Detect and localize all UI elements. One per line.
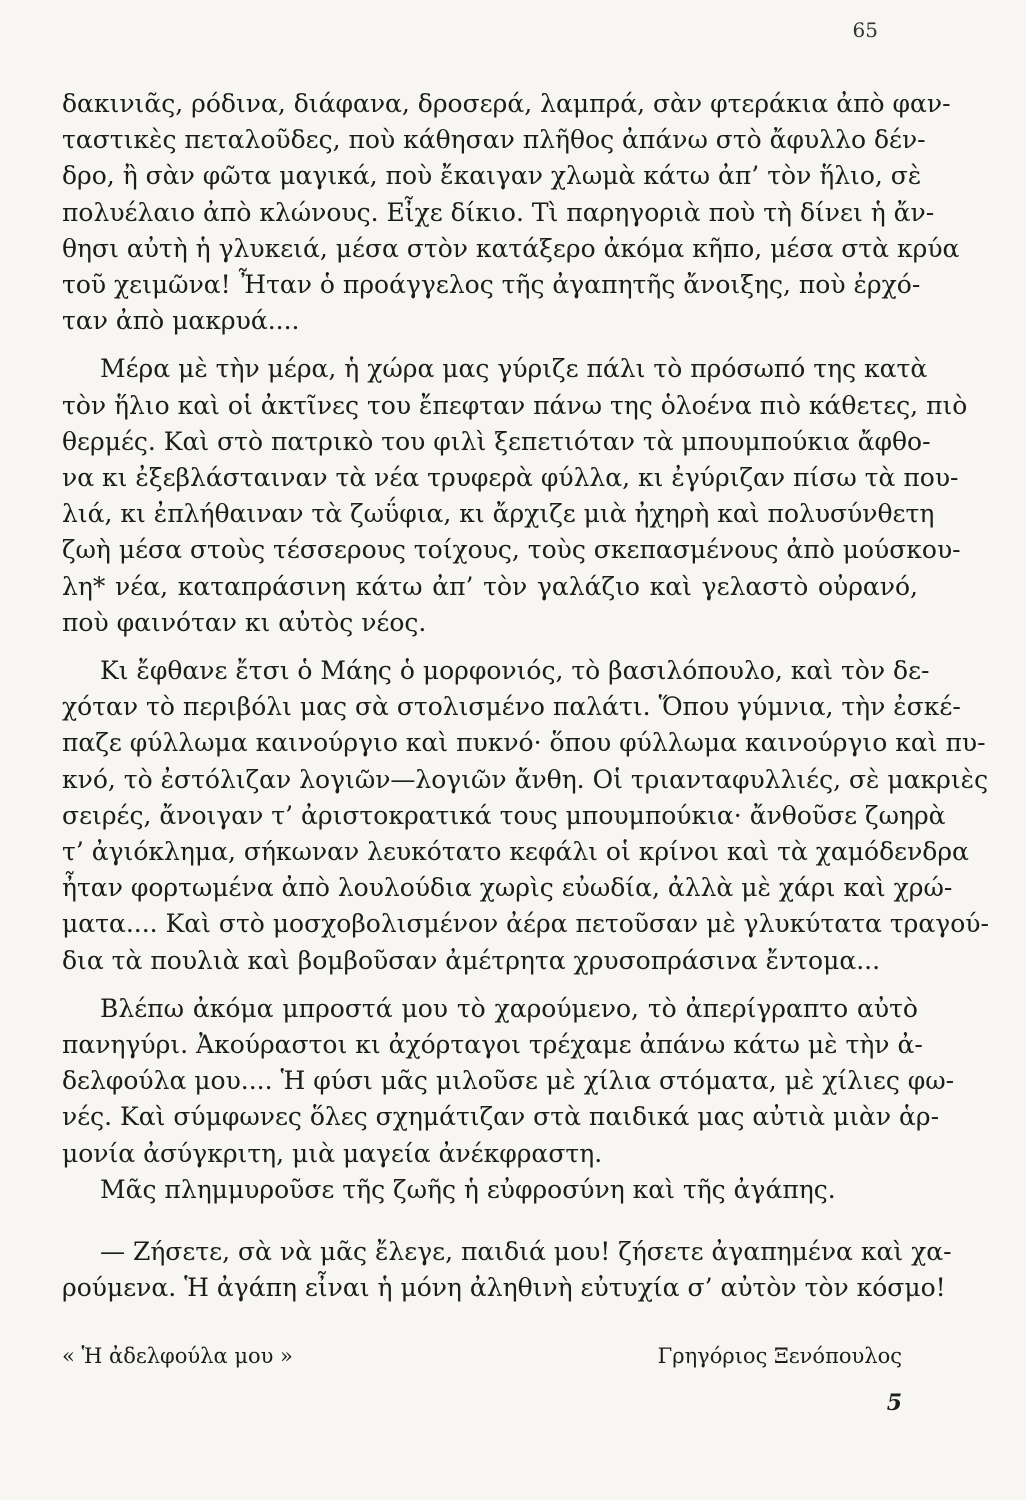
text-line: ματα.... Καὶ στὸ μοσχοβολισμένον ἀέρα πετοῦσαν μὲ γλυκύτατα τραγού- [62, 909, 989, 939]
signature-mark: 5 [886, 1390, 902, 1416]
paragraph-continued [62, 1270, 946, 1306]
text-line: ποὺ φαινόταν κι αὐτὸς νέος. [62, 607, 427, 637]
text-line: Βλέπω ἀκόμα μπροστά μου τὸ χαρούμενο, τὸ ἀπερίγραπτο αὐτὸ [100, 993, 918, 1023]
text-line: κνό, τὸ ἐστόλιζαν λογιῶν—λογιῶν ἄνθη. Οἱ τριανταφυλλιές, σὲ μακριὲς [62, 764, 989, 794]
text-line: λη* νέα, καταπράσινη κάτω ἀπ’ τὸν γαλάζιο καὶ γελαστὸ οὐρανό, [62, 571, 918, 601]
text-line: σειρές, ἄνοιγαν τ’ ἀριστοκρατικά τους μπουμπούκια· ἄνθοῦσε ζωηρὰ [62, 800, 946, 830]
text-line: — Ζήσετε, σὰ νὰ μᾶς ἔλεγε, παιδιά μου! ζήσετε ἀγαπημένα καὶ χα- [100, 1237, 952, 1267]
text-line: ταν ἀπὸ μακρυά.... [62, 306, 300, 336]
text-line: ταστικὲς πεταλοῦδες, ποὺ κάθησαν πλῆθος ἀπάνω στὸ ἄφυλλο δέν- [62, 125, 926, 155]
text-line: δακινιᾶς, ρόδινα, διάφανα, δροσερά, λαμπρά, σὰν φτεράκια ἀπὸ φαν- [62, 89, 951, 118]
text-line: Μᾶς πλημμυροῦσε τῆς ζωῆς ἡ εὐφροσύνη καὶ τῆς ἀγάπης. [100, 1174, 836, 1204]
paragraph [62, 1172, 918, 1208]
paragraph-continued [62, 388, 968, 641]
footer [62, 1344, 902, 1368]
text-line: δια τὰ πουλιὰ καὶ βομβοῦσαν ἀμέτρητα χρυσοπράσινα ἔντομα... [62, 945, 881, 975]
dialogue-paragraph [62, 1234, 952, 1270]
paragraph-continued [62, 1027, 955, 1172]
text-line: πανηγύρι. Ἀκούραστοι κι ἀχόρταγοι τρέχαμε ἀπάνω κάτω μὲ τὴν ἀ- [62, 1030, 923, 1060]
text-line: πολυέλαιο ἀπὸ κλώνους. Εἶχε δίκιο. Τὶ παρηγοριὰ ποὺ τὴ δίνει ἡ ἄν- [62, 197, 935, 227]
text-line: δρο, ἢ σὰν φῶτα μαγικά, ποὺ ἔκαιγαν χλωμὰ κάτω ἀπ’ τὸν ἥλιο, σὲ [62, 161, 922, 191]
text-line: λιά, κι ἐπλήθαιναν τὰ ζωΰφια, κι ἄρχιζε μιὰ ἠχηρὴ καὶ πολυσύνθετη [62, 499, 935, 529]
text-line: θησι αὐτὴ ἡ γλυκειά, μέσα στὸν κατάξερο ἀκόμα κῆπο, μέσα στὰ κρύα [62, 233, 960, 263]
text-line: ρούμενα. Ἡ ἀγάπη εἶναι ἡ μόνη ἀληθινὴ εὐτυχία σ’ αὐτὸν τὸν κόσμο! [62, 1273, 946, 1303]
text-line: τὸν ἥλιο καὶ οἱ ἀκτῖνες του ἔπεφταν πάνω της ὁλοένα πιὸ κάθετες, πιὸ [62, 390, 968, 420]
author-name: Γρηγόριος Ξενόπουλος [657, 1344, 902, 1368]
text-line: θερμές. Καὶ στὸ πατρικὸ του φιλὶ ξεπετιόταν τὰ μπουμπούκια ἄφθο- [62, 426, 931, 456]
text-line: δελφούλα μου.... Ἡ φύσι μᾶς μιλοῦσε μὲ χίλια στόματα, μὲ χίλιες φω- [62, 1066, 955, 1096]
text-line: μονία ἀσύγκριτη, μιὰ μαγεία ἀνέκφραστη. [62, 1138, 603, 1168]
text-line: παζε φύλλωμα καινούργιο καὶ πυκνό· ὅπου φύλλωμα καινούργιο καὶ πυ- [62, 728, 986, 758]
paragraph [62, 86, 960, 339]
text-line: τοῦ χειμῶνα! Ἦταν ὁ προάγγελος τῆς ἀγαπητῆς ἄνοιξης, ποὺ ἐρχό- [62, 270, 921, 300]
text-line: Κι ἔφθανε ἔτσι ὁ Μάης ὁ μορφονιός, τὸ βασιλόπουλο, καὶ τὸν δε- [100, 656, 930, 686]
text-line: χόταν τὸ περιβόλι μας σὰ στολισμένο παλάτι. Ὅπου γύμνια, τὴν ἐσκέ- [62, 692, 961, 722]
text-line: ἦταν φορτωμένα ἀπὸ λουλούδια χωρὶς εὐωδία, ἀλλὰ μὲ χάρι καὶ χρώ- [62, 873, 953, 903]
text-line: Μέρα μὲ τὴν μέρα, ἡ χώρα μας γύριζε πάλι τὸ πρόσωπό της κατὰ [100, 354, 928, 384]
text-line: νές. Καὶ σύμφωνες ὅλες σχημάτιζαν στὰ παιδικά μας αὐτιὰ μιὰν ἁρ- [62, 1102, 940, 1132]
body-text [62, 86, 989, 1307]
source-citation: « Ἡ ἀδελφούλα μου » [62, 1344, 293, 1368]
paragraph-continued [62, 689, 989, 979]
text-line: να κι ἐξεβλάσταιναν τὰ νέα τρυφερὰ φύλλα, κι ἐγύριζαν πίσω τὰ που- [62, 463, 959, 493]
text-line: τ’ ἀγιόκλημα, σήκωναν λευκότατο κεφάλι οἱ κρίνοι καὶ τὰ χαμόδενδρα [62, 837, 969, 867]
paragraph [62, 991, 918, 1027]
paragraph [62, 653, 930, 689]
paragraph [62, 351, 928, 387]
page-number: 65 [852, 18, 878, 42]
text-line: ζωὴ μέσα στοὺς τέσσερους τοίχους, τοὺς σκεπασμένους ἀπὸ μούσκου- [62, 535, 961, 565]
